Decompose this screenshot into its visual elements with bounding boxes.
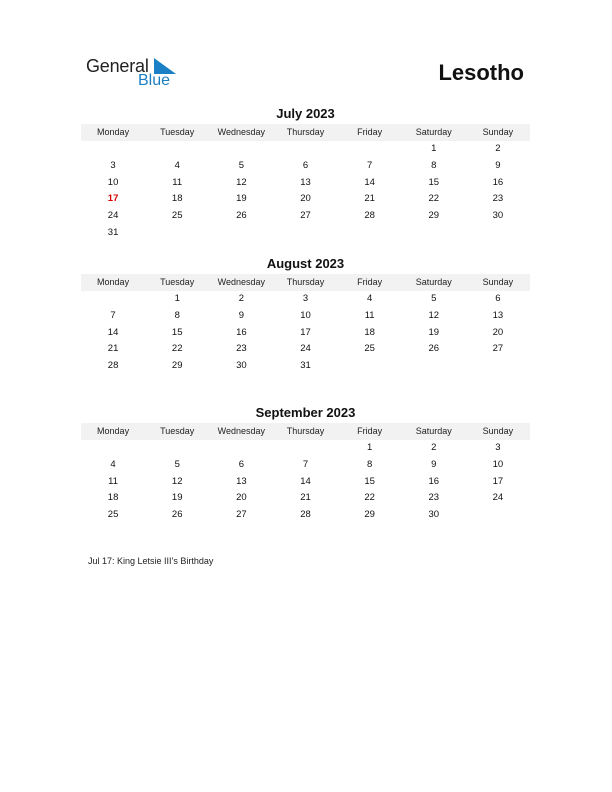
day-cell: 25: [171, 210, 183, 222]
day-cell: 12: [428, 309, 440, 321]
empty-day-cell: [209, 225, 273, 242]
day-cell: 25: [107, 509, 119, 521]
empty-day-cell: [81, 291, 145, 308]
week-row: [81, 457, 530, 474]
weekday-header: [81, 274, 530, 291]
empty-day-cell: [338, 141, 402, 158]
day-cell: 26: [236, 210, 247, 222]
day-cell: 10: [492, 458, 504, 470]
day-cell: 3: [110, 159, 116, 171]
week-row: [81, 325, 530, 342]
day-cell: 22: [364, 492, 375, 504]
week-row: [81, 440, 530, 457]
day-cell: 27: [492, 343, 504, 355]
day-cell: 11: [364, 309, 375, 321]
day-cell: 27: [300, 210, 311, 222]
day-cell: 29: [428, 210, 440, 222]
day-cell: 4: [110, 458, 116, 470]
generalblue-logo: [86, 56, 186, 92]
day-cell: 26: [428, 343, 440, 355]
empty-day-cell: [209, 141, 273, 158]
month-july: [81, 106, 530, 242]
day-cell: 28: [364, 210, 375, 222]
day-cell: 24: [107, 210, 119, 222]
empty-day-cell: [209, 440, 273, 457]
empty-day-cell: [145, 440, 209, 457]
week-row: [81, 341, 530, 358]
day-cell: 9: [431, 458, 437, 470]
day-cell: 9: [238, 309, 244, 321]
day-cell: 14: [300, 475, 311, 487]
day-cell: 5: [174, 458, 180, 470]
day-cell: 20: [236, 492, 247, 504]
day-cell: 13: [492, 309, 504, 321]
weekday-label: Saturday: [415, 127, 452, 137]
day-cell: 3: [302, 293, 309, 304]
empty-day-cell: [466, 358, 530, 375]
day-cell: 8: [174, 309, 180, 321]
day-cell: 29: [364, 509, 375, 521]
day-cell: 10: [300, 309, 311, 321]
day-cell: 30: [236, 360, 247, 372]
day-cell: 15: [428, 176, 440, 188]
day-cell: 6: [302, 159, 309, 171]
weekday-label: Wednesday: [217, 277, 266, 287]
day-cell: 18: [107, 492, 119, 504]
day-cell: 10: [107, 176, 119, 188]
weekday-label: Tuesday: [160, 277, 195, 287]
day-cell: 15: [364, 475, 375, 487]
day-cell: 20: [492, 326, 504, 338]
empty-day-cell: [81, 141, 145, 158]
day-cell: 21: [364, 193, 375, 205]
day-cell: 25: [364, 343, 375, 355]
day-cell: 17: [492, 475, 504, 487]
day-cell: 16: [236, 326, 247, 338]
week-row: [81, 474, 530, 491]
day-cell: 2: [431, 442, 437, 453]
day-cell: 19: [171, 492, 183, 504]
week-row: [81, 507, 530, 524]
weekday-label: Wednesday: [217, 127, 266, 137]
weekday-label: Saturday: [415, 426, 452, 436]
day-cell: 31: [300, 360, 311, 372]
week-row: [81, 141, 530, 158]
weekday-label: Sunday: [482, 127, 514, 137]
weekday-label: Friday: [357, 277, 383, 287]
day-cell: 6: [238, 458, 244, 470]
day-cell: 4: [366, 293, 373, 304]
weekday-label: Tuesday: [160, 426, 195, 436]
day-cell: 23: [236, 343, 247, 355]
weekday-label: Monday: [97, 127, 130, 137]
weekday-label: Friday: [357, 426, 383, 436]
weekday-label: Friday: [357, 127, 383, 137]
day-cell: 14: [364, 176, 375, 188]
day-cell: 3: [495, 442, 501, 453]
day-cell: 26: [171, 509, 183, 521]
day-cell: 21: [300, 492, 311, 504]
day-cell: 17: [300, 326, 311, 338]
day-cell: 17: [107, 193, 119, 205]
day-cell: 11: [172, 176, 183, 188]
week-row: [81, 291, 530, 308]
empty-day-cell: [402, 225, 466, 242]
day-cell: 8: [366, 458, 373, 470]
month-september: [81, 405, 530, 524]
day-cell: 1: [431, 143, 437, 154]
day-cell: 19: [428, 326, 440, 338]
day-cell: 1: [366, 442, 373, 453]
day-cell: 7: [302, 458, 309, 470]
weekday-label: Thursday: [286, 127, 325, 137]
day-cell: 31: [107, 226, 119, 238]
week-row: [81, 225, 530, 242]
day-cell: 22: [428, 193, 440, 205]
day-cell: 8: [431, 159, 437, 171]
weekday-label: Sunday: [482, 426, 514, 436]
day-cell: 13: [236, 475, 247, 487]
empty-day-cell: [145, 225, 209, 242]
empty-day-cell: [338, 225, 402, 242]
day-cell: 22: [171, 343, 183, 355]
day-cell: 15: [171, 326, 183, 338]
day-cell: 20: [300, 193, 311, 205]
month-title: August 2023: [266, 256, 345, 271]
weekday-header: [81, 124, 530, 141]
day-cell: 18: [364, 326, 375, 338]
holiday-notes: Jul 17: King Letsie III’s Birthday: [88, 556, 214, 566]
week-row: [81, 208, 530, 225]
empty-day-cell: [402, 358, 466, 375]
day-cell: 12: [236, 176, 247, 188]
weekday-label: Monday: [97, 277, 130, 287]
weekday-label: Monday: [97, 426, 130, 436]
month-title: September 2023: [255, 405, 356, 420]
day-cell: 28: [300, 509, 311, 521]
day-cell: 5: [238, 159, 244, 171]
empty-day-cell: [273, 225, 337, 242]
week-row: [81, 490, 530, 507]
empty-day-cell: [145, 141, 209, 158]
day-cell: 2: [495, 143, 501, 154]
day-cell: 18: [171, 193, 183, 205]
day-cell: 14: [107, 326, 119, 338]
empty-day-cell: [466, 225, 530, 242]
logo-text-general: General: [86, 56, 149, 76]
weekday-label: Thursday: [286, 426, 325, 436]
day-cell: 27: [236, 509, 247, 521]
week-row: [81, 358, 530, 375]
day-cell: 1: [174, 293, 180, 304]
week-row: [81, 308, 530, 325]
day-cell: 16: [428, 475, 440, 487]
day-cell: 2: [238, 293, 244, 304]
empty-day-cell: [338, 358, 402, 375]
empty-day-cell: [273, 141, 337, 158]
weekday-label: Saturday: [415, 277, 452, 287]
week-row: [81, 191, 530, 208]
day-cell: 9: [495, 159, 501, 171]
day-cell: 21: [107, 343, 119, 355]
weekday-label: Tuesday: [160, 127, 195, 137]
day-cell: 7: [366, 159, 373, 171]
weekday-label: Thursday: [286, 277, 325, 287]
day-cell: 23: [492, 193, 504, 205]
day-cell: 30: [428, 509, 440, 521]
weekday-label: Sunday: [482, 277, 514, 287]
month-title: July 2023: [276, 106, 335, 121]
logo-text-blue: Blue: [138, 72, 171, 89]
empty-day-cell: [273, 440, 337, 457]
day-cell: 28: [107, 360, 119, 372]
day-cell: 24: [492, 492, 504, 504]
empty-day-cell: [466, 507, 530, 524]
day-cell: 23: [428, 492, 440, 504]
day-cell: 29: [171, 360, 183, 372]
day-cell: 6: [495, 293, 501, 304]
day-cell: 30: [492, 210, 504, 222]
week-row: [81, 158, 530, 175]
day-cell: 5: [431, 293, 437, 304]
weekday-header: [81, 423, 530, 440]
day-cell: 4: [174, 159, 180, 171]
week-row: [81, 175, 530, 192]
country-title: Lesotho: [438, 60, 524, 85]
weekday-label: Wednesday: [217, 426, 266, 436]
day-cell: 24: [300, 343, 311, 355]
day-cell: 7: [110, 309, 116, 321]
day-cell: 12: [171, 475, 183, 487]
day-cell: 11: [108, 475, 118, 487]
month-august: [81, 256, 530, 375]
day-cell: 16: [492, 176, 504, 188]
empty-day-cell: [81, 440, 145, 457]
day-cell: 19: [236, 193, 247, 205]
day-cell: 13: [300, 176, 311, 188]
